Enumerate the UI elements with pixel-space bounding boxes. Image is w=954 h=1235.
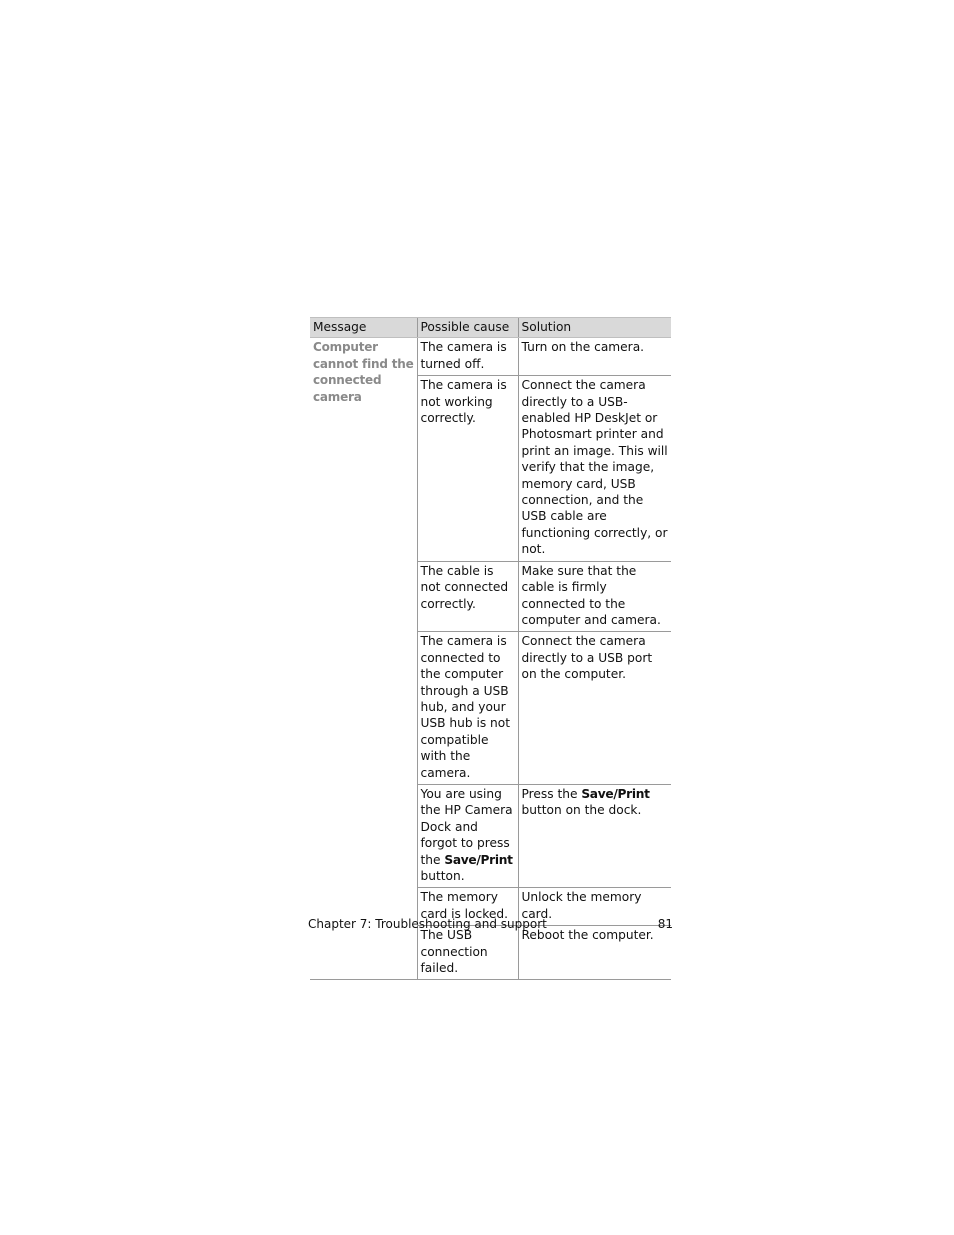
page-number: 81 [657,917,673,931]
table-row [310,338,671,376]
save-print-keyword: Save/Print [581,786,650,801]
header-message: Message [310,318,417,338]
header-possible-cause: Possible cause [417,318,518,338]
message-cell [310,338,417,980]
solution-cell: Connect the camera directly to a USB port on the computer. [518,632,671,785]
message-text: Computer cannot find the connected camera [313,340,414,404]
cause-cell: The cable is not connected correctly. [417,561,518,632]
solution-cell: Unlock the memory card. [518,888,671,926]
solution-cell: Turn on the camera. [518,338,671,376]
cause-text-pre: You are using the HP Camera Dock and forgot to press the [420,786,513,867]
save-print-keyword: Save/Print [444,852,513,867]
solution-cell [518,784,671,887]
cause-cell: The camera is turned off. [417,338,518,376]
solution-text-pre: Press the [521,786,582,801]
solution-cell: Connect the camera directly to a USB-enabled HP DeskJet or Photosmart printer and print an image. This will verify that the image, memory card, USB connection, and the USB cable are functioning correctly, or not. [518,376,671,561]
troubleshooting-table [310,317,671,980]
chapter-title: Chapter 7: Troubleshooting and support [308,917,547,931]
cause-cell: The camera is not working correctly. [417,376,518,561]
solution-text-post: button on the dock. [521,803,642,818]
cause-text-post: button. [420,869,465,883]
cause-cell: The USB connection failed. [417,926,518,980]
header-solution: Solution [518,318,671,338]
cause-cell: The camera is connected to the computer through a USB hub, and your USB hub is not compatible with the camera. [417,632,518,785]
solution-cell: Reboot the computer. [518,926,671,980]
cause-cell [417,784,518,887]
page-footer [308,916,673,932]
table-header-row [310,318,671,338]
page-content [310,317,671,980]
cause-cell: The memory card is locked. [417,888,518,926]
solution-cell: Make sure that the cable is firmly connected to the computer and camera. [518,561,671,632]
